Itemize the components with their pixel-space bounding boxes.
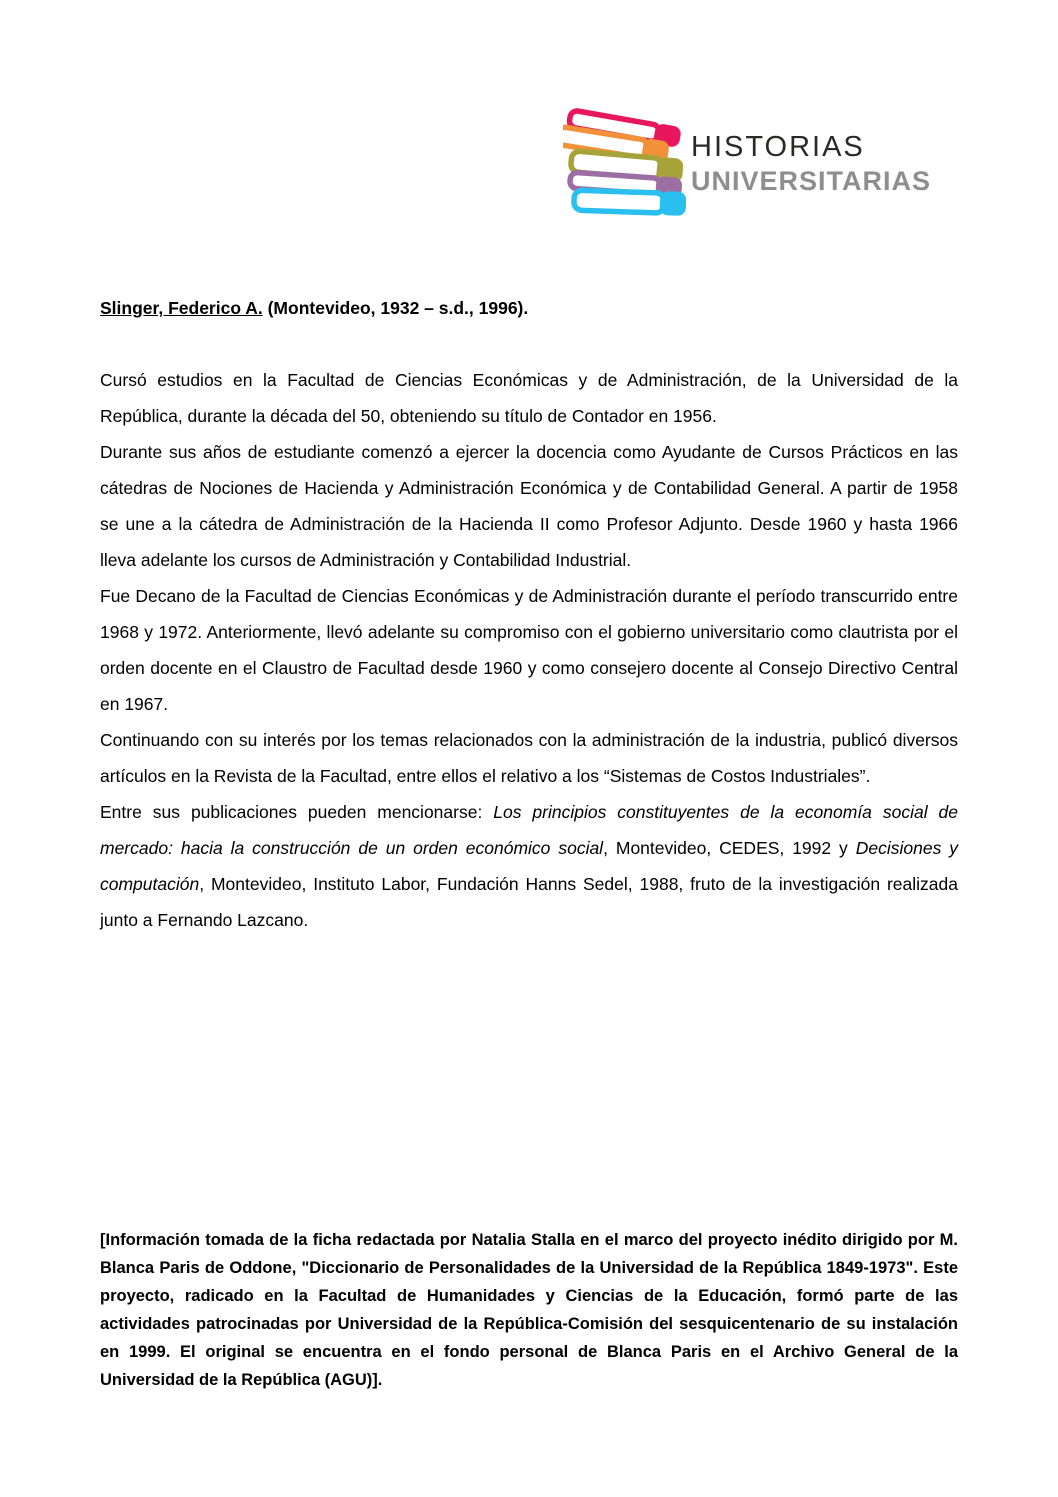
body-paragraph: Durante sus años de estudiante comenzó a ejercer la docencia como Ayudante de Cursos Prácticos en las cátedras de Nociones de Hacienda y Administración Económica y de Contabilidad General. A partir de 1958 se une a la cátedra de Administración de la Hacienda II como Profesor Adjunto. Desde 1960 y hasta 1966 lleva adelante los cursos de Administración y Contabilidad Industrial.	[100, 442, 958, 570]
stacked-books-icon	[563, 106, 703, 224]
body-paragraph: Cursó estudios en la Facultad de Ciencias Económicas y de Administración, de la Universidad de la República, durante la década del 50, obteniendo su título de Contador en 1956.	[100, 370, 958, 426]
logo-line-universitarias: UNIVERSITARIAS	[691, 165, 932, 196]
body-paragraph: Continuando con su interés por los temas relacionados con la administración de la industria, publicó diversos artículos en la Revista de la Facultad, entre ellos el relativo a los “Sistemas de Costos Industriales”.	[100, 730, 958, 786]
book-cyan	[574, 188, 687, 216]
body-paragraph: Fue Decano de la Facultad de Ciencias Económicas y de Administración durante el período transcurrido entre 1968 y 1972. Anteriormente, llevó adelante su compromiso con el gobierno universitario como clautrista por el orden docente en el Claustro de Facultad desde 1960 y como consejero docente al Consejo Directivo Central en 1967.	[100, 586, 958, 714]
logo	[563, 106, 943, 226]
entry-title: Slinger, Federico A. (Montevideo, 1932 – s.d., 1996).	[100, 298, 529, 318]
source-note: [Información tomada de la ficha redactada por Natalia Stalla en el marco del proyecto inédito dirigido por M. Blanca Paris de Oddone, "Diccionario de Personalidades de la Universidad de la República 1849-1973". Este proyecto, radicado en la Facultad de Humanidades y Ciencias de la Educación, formó parte de las actividades patrocinadas por Universidad de la República-Comisión del sesquicentenario de su instalación en 1999. El original se encuentra en el fondo personal de Blanca Paris en el Archivo General de la Universidad de la República (AGU)].	[100, 1231, 958, 1389]
biography-body	[100, 362, 958, 938]
body-paragraph: Entre sus publicaciones pueden mencionarse: Los principios constituyentes de la economía social de mercado: hacia la construcción de un orden económico social, Montevideo, CEDES, 1992 y Decisiones y computación, Montevideo, Instituto Labor, Fundación Hanns Sedel, 1988, fruto de la investigación realizada junto a Fernando Lazcano.	[100, 802, 958, 930]
logo-wordmark	[691, 132, 931, 197]
logo-line-historias: HISTORIAS	[691, 131, 865, 163]
